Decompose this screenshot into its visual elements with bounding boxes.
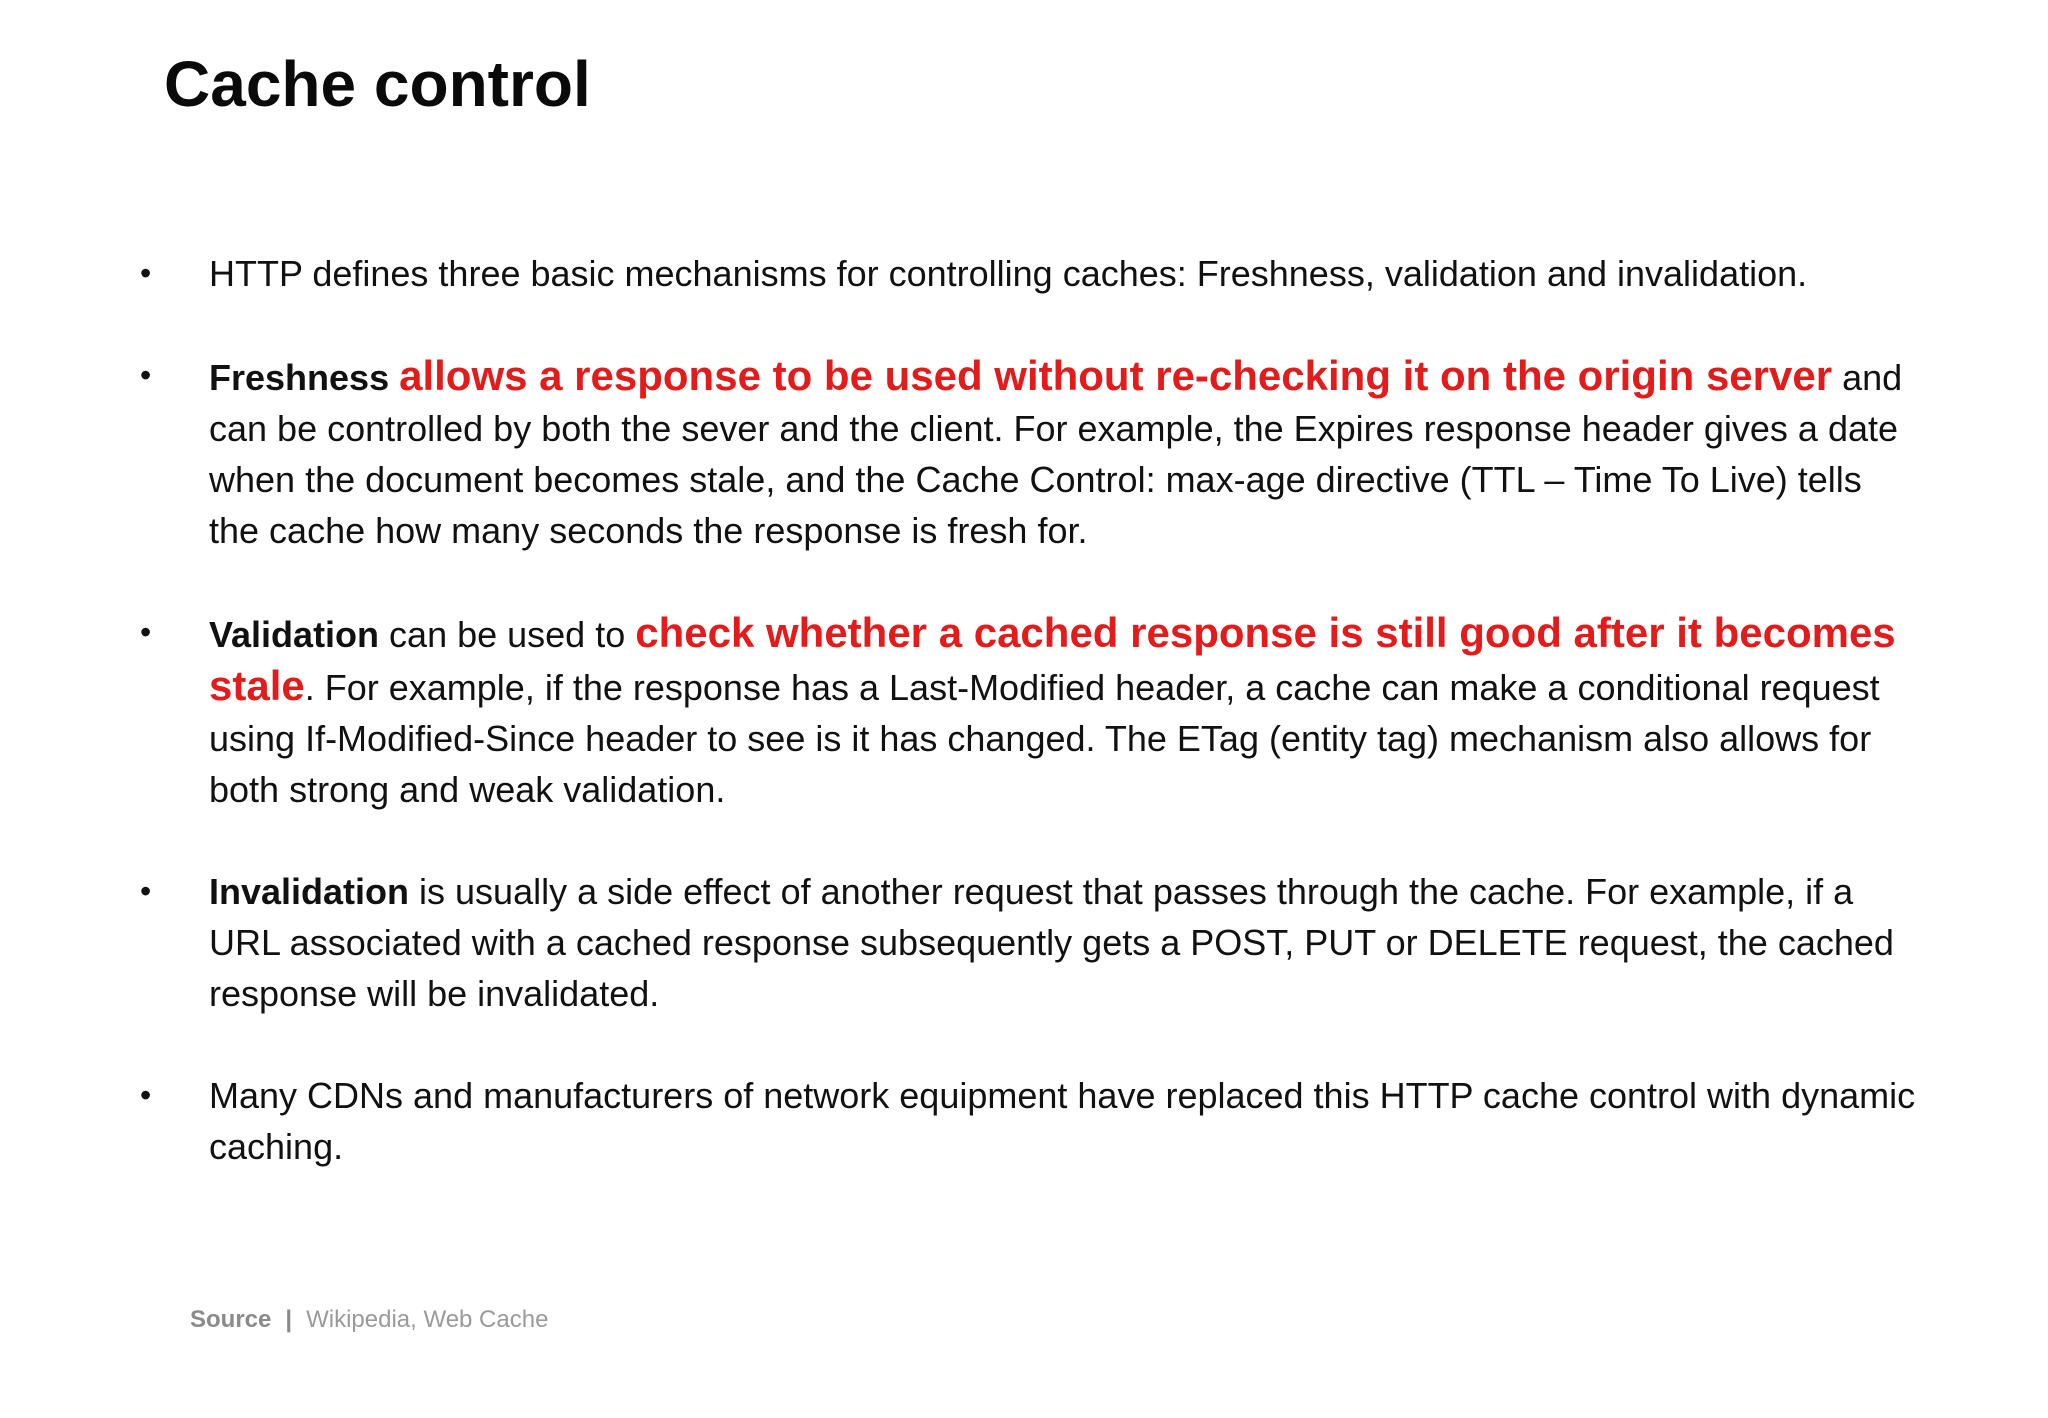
- bullet-list: [140, 248, 1920, 1223]
- keyword-invalidation: Invalidation: [209, 871, 410, 912]
- bullet-text: Many CDNs and manufacturers of network equipment have replaced this HTTP cache control with dynamic caching.: [209, 1075, 1916, 1167]
- bullet-dot: •: [140, 614, 152, 650]
- source-text: Wikipedia, Web Cache: [306, 1306, 549, 1333]
- bullet-dot: •: [140, 873, 152, 909]
- bullet-dot: •: [140, 357, 152, 393]
- slide-title: Cache control: [164, 48, 591, 120]
- bullet-text-lead: can be used to: [379, 614, 636, 655]
- bullet-item-cdns: [140, 1070, 1920, 1172]
- bullet-dot: •: [140, 255, 152, 291]
- bullet-dot: •: [140, 1077, 152, 1113]
- bullet-item-freshness: [140, 350, 1920, 556]
- source-label: Source: [190, 1306, 272, 1333]
- bullet-text: and can be controlled by both the sever and the client. For example, the Expires response header gives a date when the document becomes stale, and the Cache Control: max-age directive (TTL – Time To Live) tells the cache how many seconds the response is fresh for.: [209, 357, 1903, 551]
- bullet-item-invalidation: [140, 866, 1920, 1019]
- bullet-text: . For example, if the response has a Last-Modified header, a cache can make a conditional request using If-Modified-Since header to see is it has changed. The ETag (entity tag) mechanism also allows for both strong and weak validation.: [209, 667, 1880, 810]
- highlight-freshness: allows a response to be used without re-checking it on the origin server: [399, 352, 1833, 399]
- source-separator: |: [285, 1306, 293, 1333]
- bullet-item-mechanisms: [140, 248, 1920, 299]
- source-citation: [190, 1306, 548, 1334]
- keyword-validation: Validation: [209, 614, 380, 655]
- bullet-text: HTTP defines three basic mechanisms for controlling caches: Freshness, validation and invalidation.: [209, 253, 1808, 294]
- keyword-freshness: Freshness: [209, 357, 390, 398]
- highlight-validation: check whether a cached response is still good after it becomes stale: [209, 609, 1896, 709]
- bullet-item-validation: [140, 607, 1920, 815]
- bullet-text: is usually a side effect of another request that passes through the cache. For example, if a URL associated with a cached response subsequently gets a POST, PUT or DELETE request, the cached response will be invalidated.: [209, 871, 1894, 1014]
